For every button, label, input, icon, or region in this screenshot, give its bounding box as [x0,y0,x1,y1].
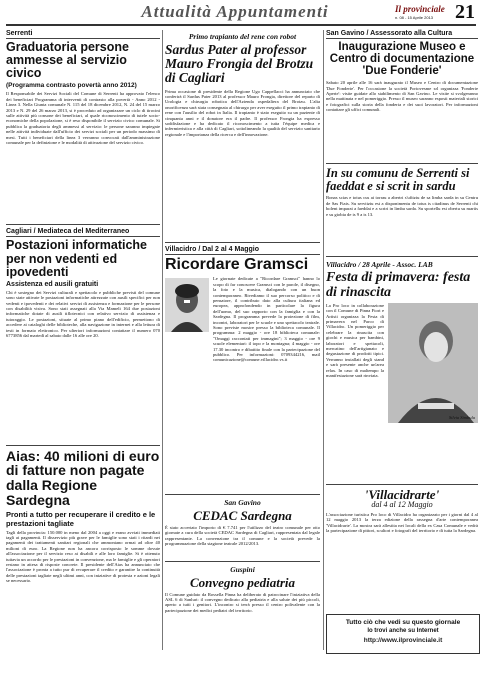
article-sardu [326,167,478,253]
column-divider [162,30,163,650]
issue-date: n. 08 - 15 Aprile 2013 [395,15,434,20]
column-2 [165,30,320,636]
divider [165,242,320,243]
article-aias [6,449,160,698]
section-title: Attualità Appuntamenti [141,2,329,21]
banner-url-link[interactable]: http://www.ilprovinciale.it [363,637,443,644]
article-body: La Pro loco in collaborazione con il Comune di Pinna Fiori e Artisti organizza la Festa di primavera nel Parco di Villacidro. Un pomeriggio per celebrare la rinascita con giochi e musica per bambini, laboratori e spettacoli, mercatino dell'artigianato e degustazione di prodotti tipici. Verranno installati degli stand e sarà presente anche un'area relax. In caso di maltempo la manifestazione sarà rinviata. [326,302,384,379]
article-kicker: San Gavino [224,498,261,508]
article-subtitle: Assistenza ed ausili gratuiti [6,280,99,288]
divider [326,163,478,164]
article-postazioni [6,228,160,441]
divider [165,561,320,562]
divider [326,256,478,257]
banner-line-2: lo trovi anche su Internet [367,628,439,634]
article-cedac [165,498,320,558]
festa-photo [388,303,478,423]
article-kicker: Primo trapianto del rene con robot [188,32,297,41]
article-festa [326,260,478,480]
article-villacidrarte [326,488,478,562]
article-sardus-pater [165,32,320,239]
article-kicker: Serrenti [6,30,160,39]
article-title: Convegno pediatria [189,574,296,590]
article-title: 'Villacidrarte' [364,486,440,502]
article-title: In su comunu de Serrenti si faeddat e si scrit in sardu [326,166,470,194]
article-convegno [165,565,320,636]
column-divider [323,30,324,650]
divider [165,494,320,495]
article-title: Graduatoria persone ammesse al servizio civico [6,40,129,81]
article-body: Tagli della provincia: 150.000 in meno dal 2004 a oggi e erano avviati immediati tagli ai pagamenti. Il disservizio più grave per le famiglie sono stati i ritardi nei pagamenti dei trattamenti sanitari regionali che ammontano ormai ad oltre 40 milioni di euro. La Regione non ha ancora corrisposto le somme dovute all'associazione per il servizio reso ai disabili e alle loro famiglie. Si è ottenuto tuttavia un accordo per le prestazioni in convenzione, ma le famiglie e gli operatori restano in attesa di risposte concrete. Il presidente dell'Aias ha annunciato che l'associazione è pronta a tutto pur di recuperare il credito e garantire la continuità delle prestazioni tagliate negli ultimi anni, con iniziative di protesta e azioni legali se necessario. [6,529,160,584]
article-body: Il Responsabile dei Servizi Sociali del Comune di Serrenti ha approvato l'elenco dei beneficiari Programma di interventi di contrasto alla povertà - Anno 2012 - Linea 3. Nella Giunta comunale N. 115 del 18 dicembre 2012, N. 24 del 15 marzo 2013 e N. 29 del 26 marzo 2013, si è proceduto ad organizzare un ciclo di tirocini sulle attività più consone dei beneficiari, al quale riconoscimento di tutele socio-economiche della popolazione, si è reso disponibile il servizio civico comunale. Si pubblica la graduatoria degli ammessi al servizio: le persone saranno impiegate nelle attività individuate dall'ufficio dei servizi sociali per un periodo massimo di mesi. Tutti i beneficiari della linea 3 verranno convocati dall'amministrazione comunale per la definizione e le modalità di attivazione del servizio civico. [6,91,160,146]
divider [326,484,478,485]
article-body: Chi è sostegno dei Servizi culturali e spettacolo e pubbliche previsti del comune sono state attivate le postazioni informatiche attrezzate con ausili specifici per non vedenti e ipovedenti e dei relativi servizi di assistenza e formazione per le persone con disabilità visiva. Sono stati assegnati alla Via Mameli 164 due postazioni informatiche dotate di ausili tiflotecnici con relativo servizio di assistenza e tutoraggio. Le postazioni, situate al primo piano dell'edificio, permettono di accedere ai cataloghi delle biblioteche, alla navigazione in internet e alla lettura di testi in formato elettronico. Per ulteriori informazioni contattare il numero 070 6773856 dal martedì al sabato dalle 16 alle ore 20. [6,289,160,338]
article-body: Il Comune guidato da Rossella Pinna ha deliberato di patrocinare l'iniziativa della ASL 6 di Sanluri: il convegno dedicato alla pediatria e alla salute dei più piccoli, aperto a tutti i genitori. L'incontro si terrà presso il centro polivalente con la partecipazione dei medici pediatri del territorio. [165,591,320,613]
header-rule [6,24,476,26]
newspaper-logo: Il provinciale [395,4,445,14]
portrait-image [165,278,209,332]
banner-line-1: Tutto ciò che vedi su questo giornale [345,619,461,626]
article-body: Sabato 20 aprile alle 16 sarà inaugurato il Museo e Centro di documentazione 'Due Fonderie'. Per l'occasione la società Portovesme srl organizza 'Fonderie Aperte': visite guidate allo stabilimento di San Gavino. Le visite si svolgeranno nella mattinata e nel pomeriggio. Presso il museo saranno esposti materiali storici e fotografici sulla storia della fonderia e dei suoi lavoratori. Per informazioni contattare gli uffici comunali. [326,80,478,113]
divider [6,224,160,225]
page-header [0,0,482,26]
article-subtitle: (Programma contrasto povertà anno 2012) [6,82,137,90]
article-gramsci [165,246,320,492]
gramsci-portrait [165,278,209,332]
article-subtitle: dal 4 al 12 Maggio [371,500,433,510]
article-body: Le giornate dedicate a "Ricordare Gramsci" hanno lo scopo di far conoscere Gramsci con le parole, il disegno, la foto e la musica, dialogando con un buon contemporaneo. Rivediamo il suo percorso politico e di pensatore, il contributo dato alla cultura italiana ed europea, approfondendo in particolare la figura dell'uomo, del suo rapporto con la famiglia e con la Sardegna. Il programma prevede la proiezione di film, incontri, laboratori per le scuole e uno spettacolo teatrale. Sono previste mostre presso la biblioteca comunale. Il programma: 2 maggio - ore 18 biblioteca comunale: "Omaggi raccontati per immagini"; 3 maggio - ore 9 scuole elementari: il topo e la montagna; 4 maggio - ore 17.30 incontro e dibattito finale con la partecipazione del pubblico. Per informazioni: 0709344216, mail comunicazione@comune.villacidro.vs.it [213,276,320,363]
article-title: Festa di primavera: festa di rinascita [326,270,471,301]
photo-caption: Silvia Simbula [448,414,475,420]
article-graduatoria [6,30,160,221]
article-body: Prima occasione di presidente della Regione Ugo Cappellacci ha annunciato che conferirà il Sardus Pater 2013 al professor Mauro Frongia, direttore del reparto di Urologia e chirurgia robotica dell'Azienda ospedaliera del Brotzu. L'alta onorificenza sarà stata consegnata al chirurgo per aver eseguito il primo trapianto di rene con l'ausilio del robot in Italia. Il trapianto è stato eseguito su un paziente di cinquanta anni e il donatore era il padre. Il professor Frongia ha espresso soddisfazione e ha dedicato il riconoscimento a tutta l'équipe medica e infermieristica e alla città di Cagliari, sottolineando la qualità del servizio sanitario regionale e l'importanza della ricerca e dell'innovazione. [165,88,320,137]
page-number: 21 [455,1,475,23]
article-kicker: Villacidro / 28 Aprile - Assoc. LAB [326,260,433,270]
article-subtitle: Pronti a tutto per recuperare il credito e le prestazioni tagliate [6,509,156,528]
article-museo [326,30,478,160]
article-kicker: Villacidro / Dal 2 al 4 Maggio [165,246,320,255]
article-kicker: Cagliari / Mediateca del Mediterraneo [6,228,160,237]
article-title: Postazioni informatiche per non vedenti ed ipovedenti [6,238,147,279]
article-body: È stato accertato l'importo di € 7.741 per l'utilizzo del teatro comunale per otto giornate a cura della società CEDAC Sardegna di Cagliari, rappresentata dal legale rappresentante. La convenzione tra il comune e la società prevede la programmazione della stagione teatrale 2012/2013. [165,524,320,547]
article-title: Aias: 40 milioni di euro di fatture non pagate dalla Regione Sardegna [6,447,160,508]
divider [6,445,160,446]
article-title: Ricordare Gramsci [165,255,309,273]
article-body: Bonas scias e totus cus ai torrau a abertri s'ufitziu de sa limba sarda in su Centru de Sas Fiais. Su servitziu est a disponimentu de totus is citadinus de Serrenti chi bolent imparai a faeddai e a scriri in limba sarda. Su sportellu est obertu su martis e su giobia de is 9 a is 13. [326,195,478,217]
article-kicker: San Gavino / Assessorato alla Cultura [326,30,478,39]
article-body: L'associazione turistica Pro loco di Villacidro ha organizzato per i giorni dal 4 al 12 maggio 2013 la terza edizione della rassegna d'arte contemporanea 'Villacidrarte'. La mostra sarà allestita nei locali della ex Casa Comunale e vedrà la partecipazione di pittori, scultori e fotografi del territorio e di tutta la Sardegna. [326,511,478,534]
article-kicker: Guspini [230,564,255,574]
website-banner [326,614,480,654]
article-title: Sardus Pater al professor Mauro Frongia del Brotzu di Cagliari [165,42,314,86]
article-title: CEDAC Sardegna [193,508,292,524]
column-3 [326,30,478,562]
article-title: Inaugurazione Museo e Centro di documentazione 'Due Fonderie' [329,41,475,78]
portrait-photo [388,303,478,423]
column-1 [6,30,160,698]
